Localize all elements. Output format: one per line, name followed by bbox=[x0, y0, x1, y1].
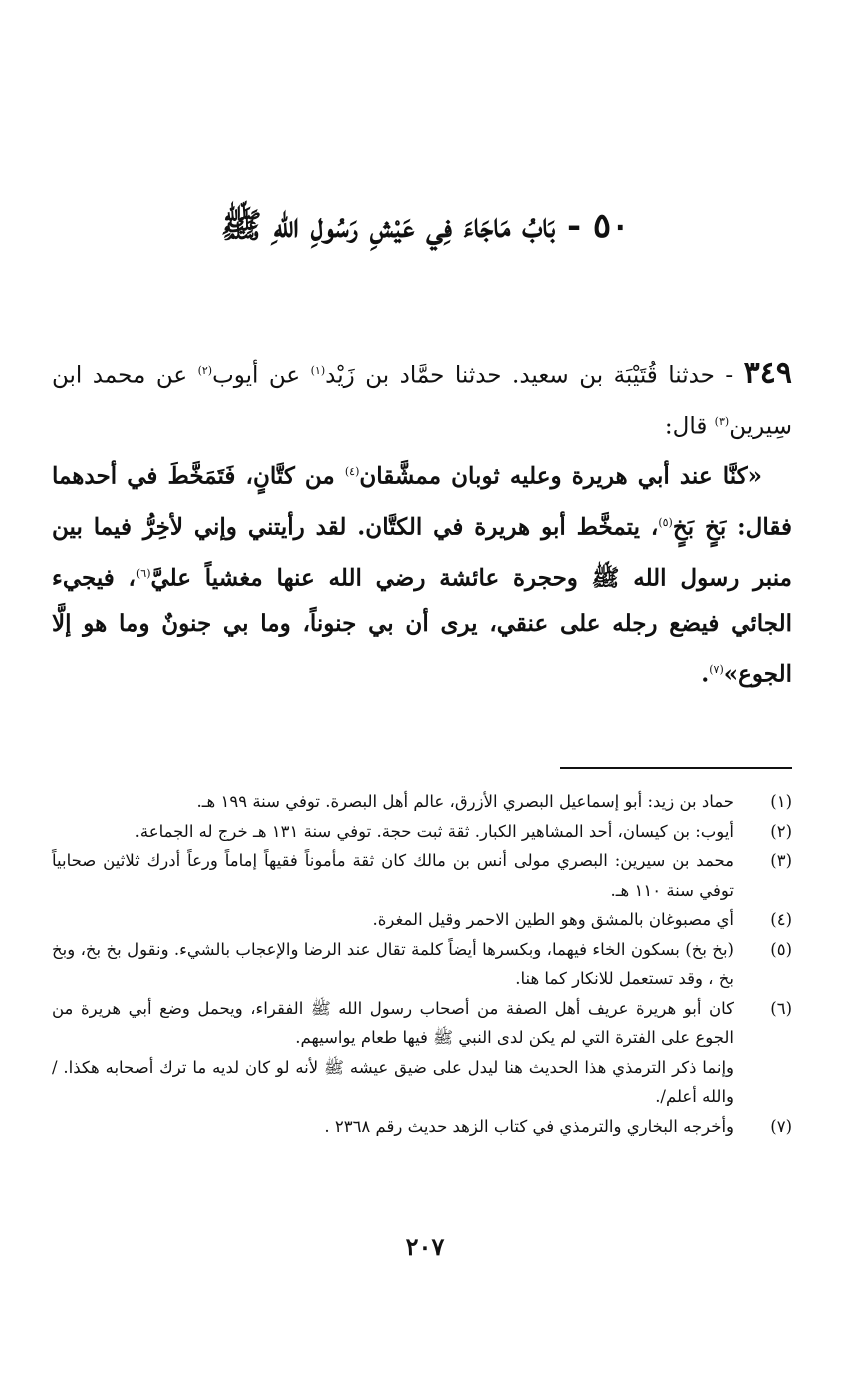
isnad-text-1: - حدثنا قُتَيْبَة بن سعيد. حدثنا حمَّاد بن زَيْد bbox=[325, 362, 744, 389]
footnote-6 bbox=[52, 994, 792, 1112]
footnote-text: حماد بن زيد: أبو إسماعيل البصري الأزرق، عالم أهل البصرة. توفي سنة ١٩٩ هـ. bbox=[196, 792, 734, 811]
page-number: ٢٠٧ bbox=[405, 1232, 445, 1261]
hadith-number: ٣٤٩ bbox=[743, 355, 792, 391]
footnote-7 bbox=[52, 1112, 792, 1142]
footnote-divider bbox=[560, 767, 792, 769]
chapter-title: ٥٠ - بَابُ مَاجَاءَ فِي عَيْشِ رَسُولِ اللهِ ﷺ bbox=[220, 206, 630, 246]
hadith-block bbox=[52, 348, 792, 698]
matn-text-1: «كنَّا عند أبي هريرة وعليه ثوبان ممشَّقان bbox=[359, 462, 762, 490]
matn-text-2: من كتَّانٍ، فَتَمَخَّطَ في أحدهما فقال: بَخٍ بَخٍ bbox=[52, 462, 792, 541]
matn-text-3: ، يتمخَّط أبو هريرة في الكتَّان. لقد رأيتني وإني لأخِرُّ فيما بين منبر رسول الله ﷺ وحجرة عائشة رضي الله عنها مغشياً عليَّ bbox=[52, 513, 792, 592]
footnote-number: (٤) bbox=[770, 910, 792, 929]
footnote-number: (٧) bbox=[770, 1116, 792, 1136]
footnote-3 bbox=[52, 846, 792, 905]
footnote-text: وأخرجه البخاري والترمذي في كتاب الزهد حديث رقم ٢٣٦٨ . bbox=[324, 1116, 734, 1136]
footnote-text-continued: وإنما ذكر الترمذي هذا الحديث هنا ليدل على ضيق عيشه ﷺ لأنه لو كان لديه ما ترك أصحابه هكذا. /والله أعلم/. bbox=[52, 1057, 734, 1106]
footnote-number: (١) bbox=[770, 792, 792, 811]
footnote-ref-3: (٣) bbox=[714, 414, 730, 428]
footnote-5 bbox=[52, 935, 792, 994]
footnote-ref-5: (٥) bbox=[658, 515, 673, 529]
footnote-text: (بخ بخ) بسكون الخاء فيهما، وبكسرها أيضاً كلمة تقال عند الرضا والإعجاب بالشيء. ونقول بخ بخ، وبخ بخ ، وقد تستعمل للانكار كما هنا. bbox=[52, 939, 734, 988]
footnote-text: أي مصبوغان بالمشق وهو الطين الاحمر وقيل المغرة. bbox=[372, 910, 734, 929]
footnote-ref-1: (١) bbox=[310, 364, 326, 377]
isnad-text-3: عن محمد ابن سِيرين bbox=[52, 362, 792, 440]
footnote-number: (٣) bbox=[770, 851, 792, 870]
isnad-text-2: عن أيوب bbox=[212, 362, 311, 389]
footnote-1 bbox=[52, 787, 792, 817]
isnad-text-4: قال: bbox=[664, 413, 715, 440]
footnote-ref-2: (٢) bbox=[197, 364, 213, 377]
matn-text-4: ، فيجيء الجائي فيضع رجله على عنقي، يرى أن بي جنوناً، وما بي جنونٌ وما هو إلَّا الجوع» bbox=[52, 564, 792, 688]
hadith-matn bbox=[52, 449, 792, 698]
footnote-number: (٦) bbox=[770, 998, 792, 1018]
footnote-ref-6: (٦) bbox=[135, 566, 151, 580]
footnote-ref-4: (٤) bbox=[344, 465, 360, 479]
footnote-4 bbox=[52, 905, 792, 935]
footnote-number: (٥) bbox=[770, 939, 792, 959]
footnotes-list bbox=[52, 787, 792, 1141]
footnote-text: أيوب: بن كيسان، أحد المشاهير الكبار. ثقة ثبت حجة. توفي سنة ١٣١ هـ خرج له الجماعة. bbox=[134, 821, 734, 841]
footnote-2 bbox=[52, 817, 792, 847]
hadith-isnad bbox=[52, 348, 792, 449]
footnote-number: (٢) bbox=[770, 821, 792, 841]
footnote-text: محمد بن سيرين: البصري مولى أنس بن مالك كان ثقة مأموناً فقيهاً إماماً ورعاً أدرك ثلاثين صحابياً توفي سنة ١١٠ هـ. bbox=[52, 851, 734, 900]
matn-text-5: . bbox=[701, 660, 710, 688]
footnote-ref-7: (٧) bbox=[709, 663, 724, 677]
footnote-text: كان أبو هريرة عريف أهل الصفة من أصحاب رسول الله ﷺ الفقراء، ويحمل وضع أبي هريرة من الجوع على الفترة التي لم يكن لدى النبي ﷺ فيها طعام يواسيهم. bbox=[52, 998, 734, 1047]
